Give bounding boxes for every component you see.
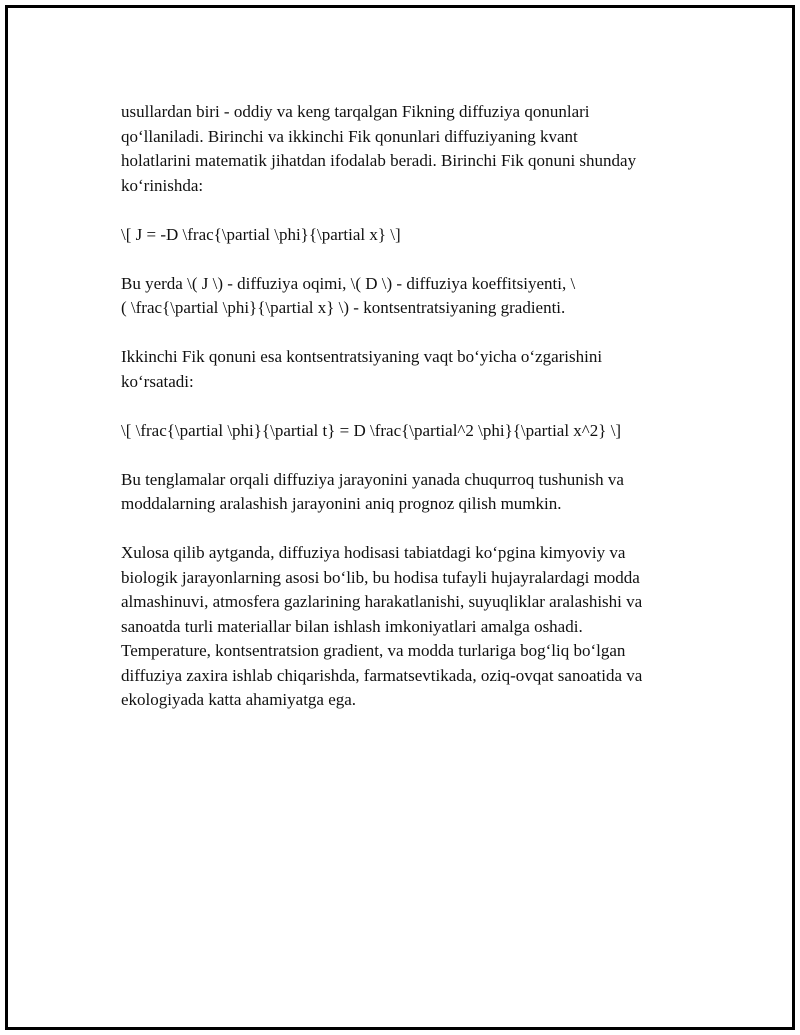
paragraph-equations-use: Bu tenglamalar orqali diffuziya jarayonini yanada chuqurroq tushunish va moddalarning aralashish jarayonini aniq prognoz qilish mumkin. (121, 469, 624, 513)
paragraph-definitions: Bu yerda \( J \) - diffuziya oqimi, \( D \) - diffuziya koeffitsiyenti, \ ( \frac{\partial \phi}{\partial x} \) - kontsentratsiyaning gradienti. (121, 273, 576, 317)
paragraph-intro: usullardan biri - oddiy va keng tarqalgan Fikning diffuziya qonunlari qo‘llaniladi. Birinchi va ikkinchi Fik qonunlari diffuziyaning kvant holatlarini matematik jihatdan ifodalab beradi. Birinchi Fik qonuni shunday ko‘rinishda: (121, 102, 637, 195)
document-body (121, 100, 711, 737)
equation-fick-first: \[ J = -D \frac{\partial \phi}{\partial x} \] (121, 224, 401, 244)
equation-fick-second: \[ \frac{\partial \phi}{\partial t} = D \frac{\partial^2 \phi}{\partial x^2} \] (121, 420, 622, 440)
paragraph-second-law: Ikkinchi Fik qonuni esa kontsentratsiyaning vaqt bo‘yicha o‘zgarishini ko‘rsatadi: (121, 347, 603, 391)
paragraph-conclusion: Xulosa qilib aytganda, diffuziya hodisasi tabiatdagi ko‘pgina kimyoviy va biologik jarayonlarning asosi bo‘lib, bu hodisa tufayli hujayralardagi modda almashinuvi, atmosfera gazlarining harakatlanishi, suyuqliklar aralashishi va sanoatda turli materiallar bilan ishlash imkoniyatlari amalga oshadi. Temperature, kontsentratsion gradient, va modda turlariga bog‘liq bo‘lgan diffuziya zaxira ishlab chiqarishda, farmatsevtikada, oziq-ovqat sanoatida va ekologiyada katta ahamiyatga ega. (121, 543, 643, 709)
page-frame (5, 5, 795, 1030)
